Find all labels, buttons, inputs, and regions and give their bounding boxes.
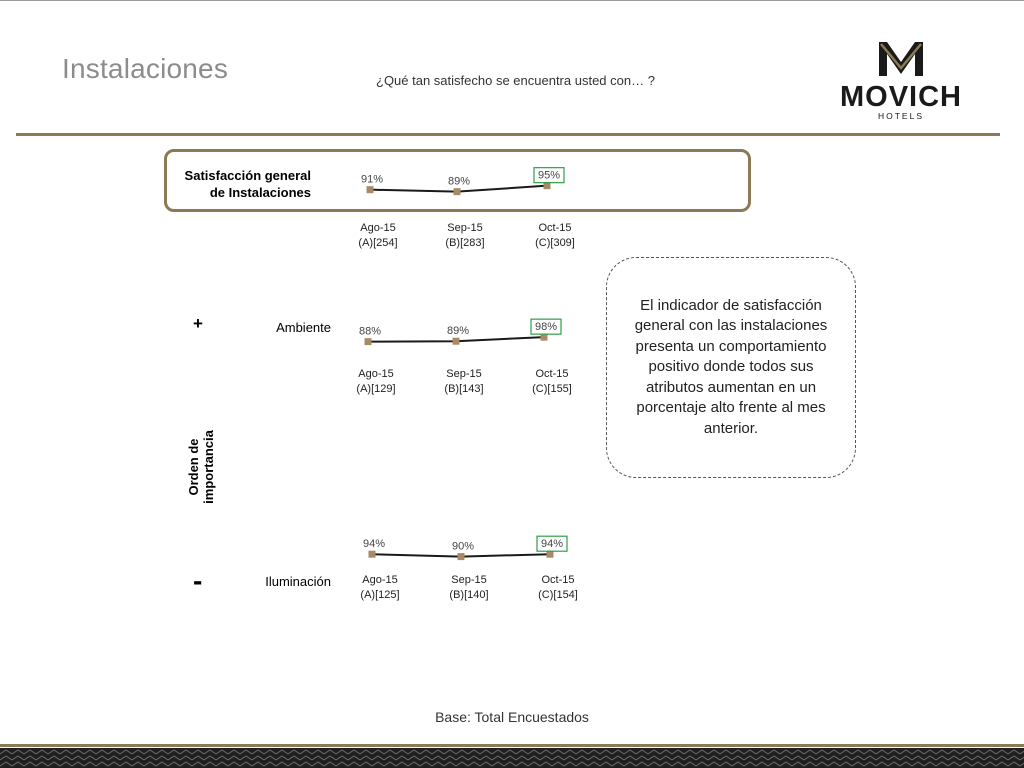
page-title: Instalaciones bbox=[62, 53, 229, 84]
tick-category-1-0: Ago-15 bbox=[358, 368, 394, 380]
row-label-general bbox=[170, 167, 311, 201]
top-border-line bbox=[0, 0, 1024, 1]
footer-pattern-band bbox=[0, 748, 1024, 768]
highlight-box-1 bbox=[531, 319, 561, 334]
highlight-box-2 bbox=[537, 536, 567, 551]
data-label-1-1: 89% bbox=[446, 325, 470, 338]
tick-category-1-1: Sep-15 bbox=[446, 368, 482, 380]
tick-category-2-0: Ago-15 bbox=[362, 574, 398, 586]
tick-category-2-1: Sep-15 bbox=[451, 574, 487, 586]
tick-base-2-2: (C)[154] bbox=[538, 589, 578, 601]
tick-category-0-0: Ago-15 bbox=[360, 222, 396, 234]
data-label-2-1: 90% bbox=[451, 540, 475, 553]
logo-sub-text: HOTELS bbox=[877, 111, 925, 121]
data-point-2-1 bbox=[458, 553, 465, 560]
data-label-0-1: 89% bbox=[447, 175, 471, 188]
tick-category-2-2: Oct-15 bbox=[541, 574, 575, 586]
insight-callout bbox=[606, 257, 856, 478]
importance-axis-title: Orden de importancia bbox=[186, 430, 216, 504]
data-point-1-0 bbox=[365, 338, 372, 345]
tick-category-0-2: Oct-15 bbox=[538, 222, 572, 234]
data-point-1-2 bbox=[541, 334, 548, 341]
data-point-1-1 bbox=[453, 338, 460, 345]
data-label-0-2: 95% bbox=[537, 169, 561, 182]
insight-callout-text: El indicador de satisfacción general con las instalaciones presenta un comportamiento positivo donde todos sus atributos aumentan en un porcentaje alto frente al mes anterior. bbox=[634, 296, 828, 437]
importance-minus-sign: - bbox=[193, 565, 203, 596]
data-label-0-0: 91% bbox=[360, 173, 384, 186]
data-label-1-0: 88% bbox=[358, 325, 382, 338]
data-point-2-0 bbox=[369, 551, 376, 558]
base-note: Base: Total Encuestados bbox=[435, 709, 589, 725]
tick-base-1-1: (B)[143] bbox=[444, 383, 484, 395]
data-label-2-0: 94% bbox=[362, 538, 386, 551]
tick-base-0-2: (C)[309] bbox=[535, 237, 575, 249]
survey-question: ¿Qué tan satisfecho se encuentra usted con… ? bbox=[376, 73, 655, 88]
tick-base-2-0: (A)[125] bbox=[360, 589, 400, 601]
data-label-1-2: 98% bbox=[534, 321, 558, 334]
row-label-general-line-2: de Instalaciones bbox=[209, 185, 311, 200]
series-line-2 bbox=[372, 554, 550, 556]
tick-base-1-0: (A)[129] bbox=[356, 383, 396, 395]
header-rule bbox=[16, 133, 1000, 136]
footer-rule bbox=[0, 744, 1024, 747]
data-label-2-2: 94% bbox=[540, 538, 564, 551]
row-label-general-line-1: Satisfacción general bbox=[184, 168, 311, 183]
tick-base-1-2: (C)[155] bbox=[532, 383, 572, 395]
movich-logo bbox=[815, 38, 987, 122]
logo-brand-text: MOVICH bbox=[840, 81, 962, 113]
data-point-2-2 bbox=[547, 551, 554, 558]
series-line-1 bbox=[368, 337, 544, 342]
tick-base-0-0: (A)[254] bbox=[358, 237, 398, 249]
row-label-ambiente: Ambiente bbox=[276, 320, 331, 335]
importance-plus-sign: + bbox=[193, 314, 203, 333]
tick-base-2-1: (B)[140] bbox=[449, 589, 489, 601]
tick-base-0-1: (B)[283] bbox=[445, 237, 485, 249]
row-label-iluminacion: Iluminación bbox=[265, 574, 331, 589]
movich-monogram-icon bbox=[879, 42, 923, 76]
tick-category-1-2: Oct-15 bbox=[535, 368, 569, 380]
tick-category-0-1: Sep-15 bbox=[447, 222, 483, 234]
